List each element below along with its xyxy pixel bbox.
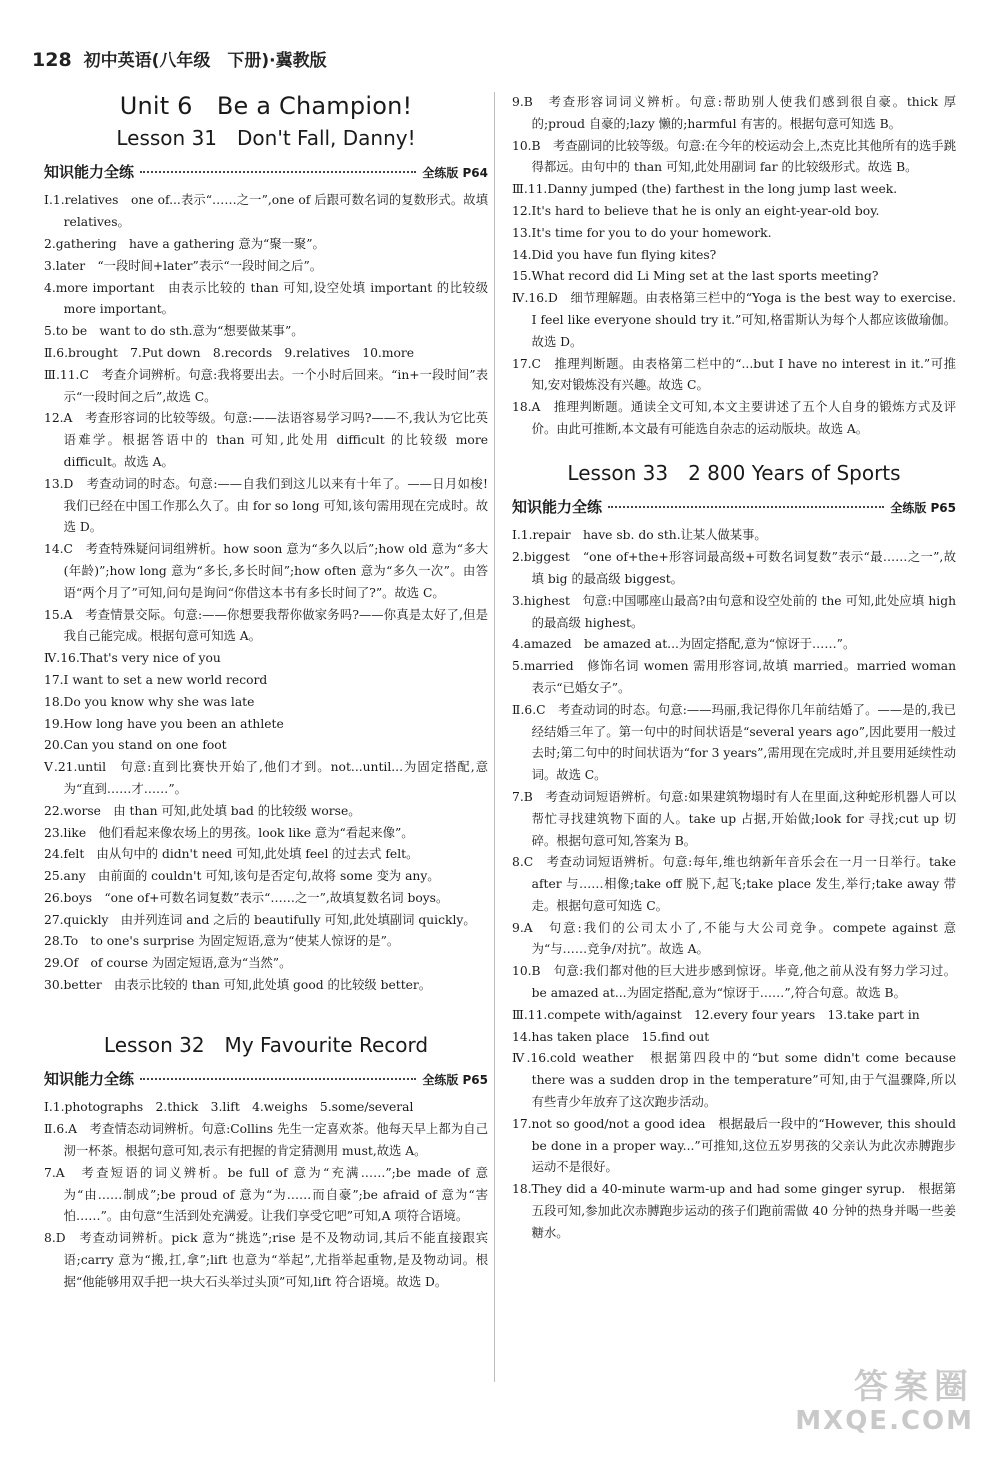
lesson-32-answers-part1 — [44, 1097, 488, 1293]
answer-entry: 14.has taken place 15.find out — [512, 1029, 710, 1044]
answer-entry: 5.to be want to do sth.意为“想要做某事”。 — [44, 324, 304, 339]
section-ref: 全练版 P64 — [422, 165, 488, 180]
spacer — [44, 997, 488, 1027]
answer-entry: 18.They did a 40-minute warm-up and had some ginger syrup. 根据第五段可知,参加此次赤膊跑步运动的孩子们跑前需做 40 分钟的热身并喝一些姜糖水。 — [512, 1182, 956, 1240]
lesson-31-section-bar — [44, 162, 488, 185]
answer-entry: 10.B 句意:我们都对他的巨大进步感到惊讶。毕竟,他之前从没有努力学习过。be amazed at...为固定搭配,意为“惊讶于……”,符合句意。故选 B。 — [512, 964, 956, 1001]
answer-entry: 7.A 考查短语的词义辨析。be full of 意为“充满……”;be made of 意为“由……制成”;be proud of 意为“为……而自豪”;be afraid of 意为“害怕……”。由句意“生活到处充满爱。让我们享受它吧”可知,A 项符合语境。 — [44, 1165, 488, 1224]
answer-entry: 14.C 考查特殊疑问词组辨析。how soon 意为“多久以后”;how old 意为“多大(年龄)”;how long 意为“多长,多长时间”;how often 意为“多久一次”。由答语“两个月了”可知,问句是询问“你借这本书有多长时间了?”。故选 C。 — [44, 542, 488, 600]
answer-entry: 5.married 修饰名词 women 需用形容词,故填 married。married woman 表示“已婚女子”。 — [512, 659, 956, 695]
answer-entry: 13.It's time for you to do your homework. — [512, 225, 772, 240]
answer-entry: 29.Of of course 为固定短语,意为“当然”。 — [44, 956, 292, 971]
answer-entry: 8.D 考查动词辨析。pick 意为“挑选”;rise 是不及物动词,其后不能直接跟宾语;carry 意为“搬,扛,拿”;lift 也意为“举起”,尤指举起重物,是及物动词。根据“他能够用双手把一块大石头举过头顶”可知,lift 符合语境。故选 D。 — [44, 1231, 488, 1289]
left-column — [44, 92, 488, 1294]
answer-entry: Ⅳ.16.That's very nice of you — [44, 651, 221, 666]
answer-entry: 13.D 考查动词的时态。句意:——自我们到这儿以来有十年了。——日月如梭!我们已经在中国工作那么久了。由 for so long 可知,该句需用现在完成时。故选 D。 — [44, 476, 488, 535]
answer-entry: Ⅰ.1.relatives one of...表示“……之一”,one of 后跟可数名词的复数形式。故填 relatives。 — [44, 193, 488, 230]
answer-entry: Ⅳ.16.cold weather 根据第四段中的“but some didn't come because there was a sudden drop in the temperature”可知,由于气温骤降,所以有些青少年放弃了这次跑步活动。 — [512, 1051, 956, 1110]
spacer — [512, 441, 956, 455]
answer-entry: 15.A 考查情景交际。句意:——你想要我帮你做家务吗?——你真是太好了,但是我自己能完成。根据句意可知选 A。 — [44, 607, 488, 644]
lesson-32-title: Lesson 32 My Favourite Record — [103, 1032, 429, 1057]
answer-entry: 8.C 考查动词短语辨析。句意:每年,维也纳新年音乐会在一月一日举行。take after 与……相像;take off 脱下,起飞;take place 发生,举行;take away 带走。根据句意可知选 C。 — [512, 855, 956, 913]
right-column — [512, 92, 956, 1245]
watermark-logo-text: 答案圈 — [854, 1367, 974, 1407]
answer-entry: Ⅲ.11.C 考查介词辨析。句意:我将要出去。一个小时后回来。“in+一段时间”表示“一段时间之后”,故选 C。 — [44, 367, 488, 404]
answer-entry: 19.How long have you been an athlete — [44, 716, 284, 731]
answer-entry: 17.C 推理判断题。由表格第二栏中的“...but I have no interest in it.”可推知,安对锻炼没有兴趣。故选 C。 — [512, 356, 956, 393]
dotted-leader — [608, 506, 884, 508]
section-title: 知识能力全练 — [512, 497, 603, 516]
lesson-32-section-bar — [44, 1069, 488, 1092]
answer-entry: 3.highest 句意:中国哪座山最高?由句意和设空处前的 the 可知,此处应填 high 的最高级 highest。 — [512, 593, 956, 630]
lesson-33-answers — [512, 525, 956, 1244]
section-title: 知识能力全练 — [44, 162, 135, 181]
answer-entry: 27.quickly 由并列连词 and 之后的 beautifully 可知,此处填副词 quickly。 — [44, 912, 476, 927]
answer-entry: Ⅴ.21.until 句意:直到比赛快开始了,他们才到。not...until...为固定搭配,意为“直到……才……”。 — [44, 760, 488, 796]
answer-entry: 2.biggest “one of+the+形容词最高级+可数名词复数”表示“最……之一”,故填 big 的最高级 biggest。 — [512, 550, 956, 586]
answer-entry: 26.boys “one of+可数名词复数”表示“……之一”,故填复数名词 boys。 — [44, 890, 449, 905]
answer-entry: Ⅳ.16.D 细节理解题。由表格第三栏中的“Yoga is the best way to exercise. I feel like everyone should try it.”可知,格雷斯认为每个人都应该做瑜伽。故选 D。 — [512, 291, 956, 349]
watermark — [795, 1368, 974, 1436]
dotted-leader — [140, 1078, 416, 1080]
answer-entry: 4.more important 由表示比较的 than 可知,设空处填 important 的比较级 more important。 — [44, 280, 488, 317]
answer-entry: 18.A 推理判断题。通读全文可知,本文主要讲述了五个人自身的锻炼方式及评价。由此可推断,本文最有可能选自杂志的运动版块。故选 A。 — [512, 400, 956, 436]
answer-entry: 15.What record did Li Ming set at the last sports meeting? — [512, 269, 879, 284]
answer-entry: 28.To to one's surprise 为固定短语,意为“使某人惊讶的是”。 — [44, 934, 400, 949]
answer-entry: 22.worse 由 than 可知,此处填 bad 的比较级 worse。 — [44, 803, 361, 818]
answer-entry: 4.amazed be amazed at...为固定搭配,意为“惊讶于……”。 — [512, 637, 856, 652]
answer-entry: Ⅲ.11.Danny jumped (the) farthest in the long jump last week. — [512, 182, 898, 197]
answer-entry: 12.A 考查形容词的比较等级。句意:——法语容易学习吗?——不,我认为它比英语难学。根据答语中的 than 可知,此处用 difficult 的比较级 more difficult。故选 A。 — [44, 411, 488, 469]
answer-entry: Ⅰ.1.photographs 2.thick 3.lift 4.weighs 5.some/several — [44, 1100, 414, 1115]
answer-entry: 7.B 考查动词短语辨析。句意:如果建筑物塌时有人在里面,这种蛇形机器人可以帮忙寻找建筑物下面的人。take up 占据,开始做;look for 寻找;cut up 切碎。根据句意可知,答案为 B。 — [512, 789, 956, 848]
lesson-31-answers — [44, 190, 488, 996]
answer-entry: Ⅰ.1.repair have sb. do sth.让某人做某事。 — [512, 528, 767, 543]
answer-entry: 9.B 考查形容词词义辨析。句意:帮助别人使我们感到很自豪。thick 厚的;proud 自豪的;lazy 懒的;harmful 有害的。根据句意可知选 B。 — [512, 95, 956, 131]
lesson-33-section-bar — [512, 497, 956, 520]
answer-entry: 24.felt 由从句中的 didn't need 可知,此处填 feel 的过去式 felt。 — [44, 847, 419, 862]
lesson-32-answers-part2 — [512, 92, 956, 441]
answer-entry: 3.later “一段时间+later”表示“一段时间之后”。 — [44, 258, 323, 273]
answer-entry: 23.like 他们看起来像农场上的男孩。look like 意为“看起来像”。 — [44, 825, 414, 840]
answer-entry: Ⅱ.6.A 考查情态动词辨析。句意:Collins 先生一定喜欢茶。他每天早上都为自己沏一杯茶。根据句意可知,表示有把握的肯定猜测用 must,故选 A。 — [44, 1122, 488, 1159]
lesson-33-title: Lesson 33 2 800 Years of Sports — [567, 460, 901, 485]
answer-entry: 17.not so good/not a good idea 根据最后一段中的“However, this should be done in a proper way...”可推知,这位五岁男孩的父亲认为此次赤膊跑步运动不是很好。 — [512, 1116, 956, 1175]
answer-entry: Ⅱ.6.C 考查动词的时态。句意:——玛丽,我记得你几年前结婚了。——是的,我已经结婚三年了。第一句中的时间状语是“several years ago”,因此要用一般过去时;第二句中的时间状语为“for 3 years”,需用现在完成时,并且要用延续性动词。故选 C。 — [512, 702, 956, 783]
answer-entry: 10.B 考查副词的比较等级。句意:在今年的校运动会上,杰克比其他所有的选手跳得都远。由句中的 than 可知,此处用副词 far 的比较级形式。故选 B。 — [512, 138, 956, 175]
column-divider — [494, 92, 495, 1382]
section-ref: 全练版 P65 — [422, 1072, 488, 1087]
section-title: 知识能力全练 — [44, 1069, 135, 1088]
page-number: 128 — [32, 49, 72, 71]
answer-entry: 25.any 由前面的 couldn't 可知,该句是否定句,故将 some 变为 any。 — [44, 869, 440, 884]
watermark-domain: MXQE.COM — [795, 1406, 974, 1436]
answer-entry: 14.Did you have fun flying kites? — [512, 247, 717, 262]
answer-entry: 18.Do you know why she was late — [44, 694, 255, 709]
answer-entry: 2.gathering have a gathering 意为“聚一聚”。 — [44, 236, 325, 251]
answer-entry: 20.Can you stand on one foot — [44, 738, 227, 753]
answer-entry: Ⅲ.11.compete with/against 12.every four years 13.take part in — [512, 1007, 920, 1022]
page-header — [32, 46, 327, 71]
dotted-leader — [140, 171, 416, 173]
answer-entry: 30.better 由表示比较的 than 可知,此处填 good 的比较级 better。 — [44, 978, 432, 993]
answer-entry: Ⅱ.6.brought 7.Put down 8.records 9.relatives 10.more — [44, 345, 415, 360]
answer-entry: 9.A 句意:我们的公司太小了,不能与大公司竞争。compete against 意为“与……竞争/对抗”。故选 A。 — [512, 920, 956, 957]
book-title: 初中英语(八年级 下册)·冀教版 — [83, 51, 327, 71]
lesson-31-title: Lesson 31 Don't Fall, Danny! — [116, 125, 416, 150]
unit-title: Unit 6 Be a Champion! — [119, 92, 413, 120]
answer-entry: 12.It's hard to believe that he is only an eight-year-old boy. — [512, 203, 880, 218]
answer-entry: 17.I want to set a new world record — [44, 672, 268, 687]
section-ref: 全练版 P65 — [890, 500, 956, 515]
